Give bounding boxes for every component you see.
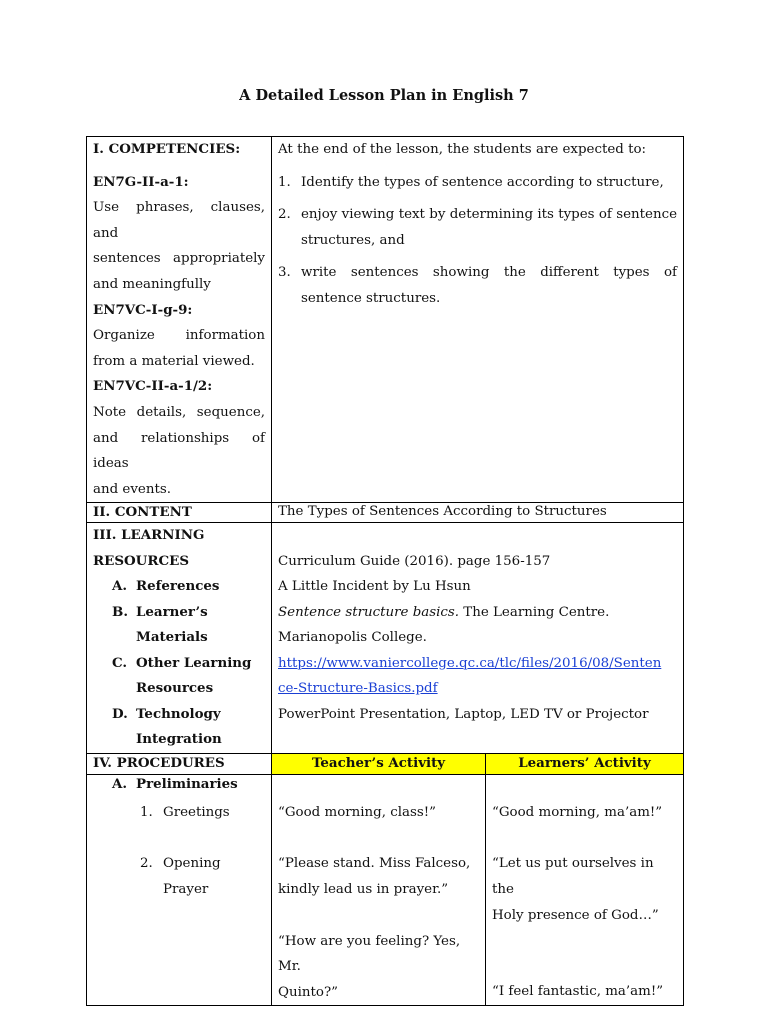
teacher-line: Quinto?” <box>278 984 338 1000</box>
content-heading-cell <box>87 503 272 523</box>
source-title: Sentence structure basics. <box>278 604 460 620</box>
resource-item-other-learning <box>93 651 265 677</box>
step-number: 2. <box>140 856 153 872</box>
objective-number: 1. <box>278 174 291 190</box>
learners-activity-cell <box>486 774 684 1006</box>
competency-code: EN7VC-II-a-1/2: <box>93 378 213 395</box>
step-opening-prayer <box>93 851 265 877</box>
objective-text: write sentences showing the different types of sentence structures. <box>301 265 677 306</box>
learner-line: “Good morning, ma’am!” <box>492 804 663 820</box>
step-label-continued-row <box>93 877 265 903</box>
objectives-cell <box>272 137 684 503</box>
resource-link[interactable]: https://www.vaniercollege.qc.ca/tlc/files/2016/08/Senten <box>278 655 662 671</box>
competencies-cell <box>87 137 272 503</box>
resource-letter: C. <box>112 654 128 671</box>
competency-desc-line: Organize information <box>93 328 265 344</box>
resource-label-continued: Integration <box>136 731 222 748</box>
resource-item-technology <box>93 702 265 728</box>
resource-label: Other Learning <box>136 654 252 671</box>
content-heading: II. CONTENT <box>93 504 192 521</box>
resources-heading-cell <box>87 523 272 754</box>
objective-text: Identify the types of sentence according to structure, <box>301 174 664 190</box>
lesson-plan-table <box>86 136 684 1006</box>
resource-item-references <box>93 574 265 600</box>
competency-desc-line: and events. <box>93 481 171 497</box>
resource-label: References <box>136 578 220 595</box>
learner-line: “Let us put ourselves in the <box>492 856 654 897</box>
competency-desc-line: and meaningfully <box>93 276 211 292</box>
content-value-cell <box>272 503 684 523</box>
teacher-line: kindly lead us in prayer.” <box>278 882 449 897</box>
resources-detail-cell <box>272 523 684 754</box>
resource-label-continued: Materials <box>136 629 208 646</box>
source-line <box>278 600 677 626</box>
step-label: Greetings <box>163 804 230 820</box>
procedures-header-row <box>87 753 684 774</box>
learner-line: “I feel fantastic, ma’am!” <box>492 984 664 1000</box>
procedures-heading-cell <box>87 753 272 774</box>
objectives-list <box>278 170 677 312</box>
resource-item-learners-materials <box>93 600 265 626</box>
teacher-activity-cell <box>272 774 486 1006</box>
competency-desc-line: and relationships of ideas <box>93 430 265 472</box>
learner-line: Holy presence of God…” <box>492 907 659 923</box>
resource-letter: A. <box>112 578 128 595</box>
learners-activity-header: Learners’ Activity <box>486 753 684 774</box>
resource-letter: B. <box>112 603 128 620</box>
step-greetings <box>93 800 265 826</box>
preliminaries-cell <box>87 774 272 1006</box>
objective-item <box>278 260 677 311</box>
teacher-line: “Please stand. Miss Falceso, <box>278 856 471 872</box>
competency-desc-line: sentences appropriately <box>93 251 265 267</box>
step-number: 1. <box>140 804 153 820</box>
source-college: Marianopolis College. <box>278 630 427 646</box>
objectives-intro: At the end of the lesson, the students are expected to: <box>278 142 647 157</box>
resource-link-continued[interactable]: ce-Structure-Basics.pdf <box>278 681 438 697</box>
procedures-heading: IV. PROCEDURES <box>93 754 225 771</box>
resource-label: Learner’s <box>136 603 208 620</box>
content-value: The Types of Sentences According to Structures <box>278 504 607 520</box>
objective-text: enjoy viewing text by determining its types of sentence structures, and <box>301 207 677 248</box>
objective-number: 2. <box>278 207 291 223</box>
competency-desc-line: from a material viewed. <box>93 353 255 369</box>
preliminaries-heading <box>93 775 265 793</box>
resource-label-continued: Resources <box>136 680 214 697</box>
reference-story: A Little Incident by Lu Hsun <box>278 579 471 595</box>
resources-heading-line: RESOURCES <box>93 552 190 569</box>
source-publisher: The Learning Centre. <box>459 604 610 620</box>
competency-code: EN7VC-I-g-9: <box>93 301 193 318</box>
objective-number: 3. <box>278 265 291 281</box>
preliminaries-row <box>87 774 684 1006</box>
technology-integration: PowerPoint Presentation, Laptop, LED TV or Projector <box>278 706 649 722</box>
preliminaries-letter: A. <box>112 775 128 792</box>
resources-heading-line: III. LEARNING <box>93 527 205 544</box>
competency-desc-line: Use phrases, clauses, and <box>93 200 265 241</box>
teacher-activity-header: Teacher’s Activity <box>272 753 486 774</box>
curriculum-guide: Curriculum Guide (2016). page 156-157 <box>278 553 551 569</box>
resource-label: Technology <box>136 705 221 722</box>
teacher-line: “How are you feeling? Yes, Mr. <box>278 933 461 975</box>
resource-letter: D. <box>112 705 128 722</box>
step-label-continued: Prayer <box>163 882 209 897</box>
objective-item <box>278 202 677 253</box>
competency-code: EN7G-II-a-1: <box>93 173 189 190</box>
objective-item <box>278 170 677 196</box>
competencies-heading: I. COMPETENCIES: <box>93 141 241 157</box>
resources-row <box>87 523 684 754</box>
competencies-row <box>87 137 684 503</box>
teacher-line: “Good morning, class!” <box>278 804 437 820</box>
preliminaries-label: Preliminaries <box>136 775 238 792</box>
content-row <box>87 503 684 523</box>
document-title: A Detailed Lesson Plan in English 7 <box>239 87 529 104</box>
competency-desc-line: Note details, sequence, <box>93 404 265 420</box>
step-label: Opening <box>163 856 221 872</box>
